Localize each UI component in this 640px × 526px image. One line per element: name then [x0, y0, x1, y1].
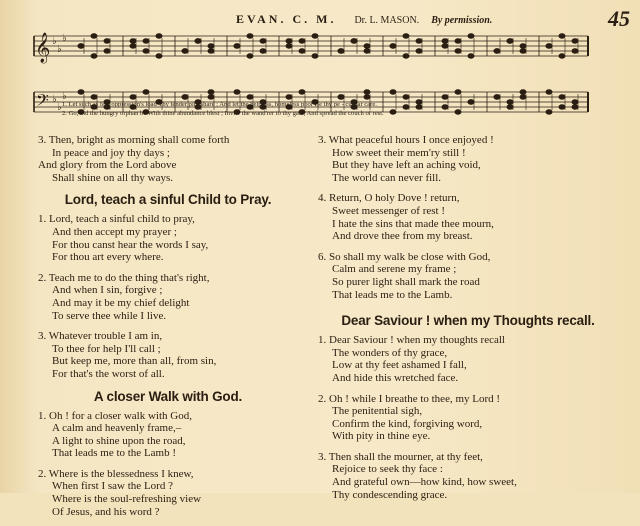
stanza: 3. Then, bright as morning shall come forth In peace and joy thy days ; And glory from the Lord above Shall shine on all thy ways.: [38, 134, 230, 184]
stanza: 1. Dear Saviour ! when my thoughts recall The wonders of thy grace, Low at thy feet ashamed I fall, And hide this wretched face.: [318, 334, 505, 384]
note-head: [130, 95, 136, 99]
note-head: [494, 95, 500, 99]
permission-note: By permission.: [431, 15, 493, 26]
note-head: [299, 39, 305, 43]
note-head: [559, 105, 565, 109]
note-head: [416, 49, 422, 53]
note-head: [338, 95, 344, 99]
note-head: [390, 110, 396, 114]
note-head: [208, 90, 214, 94]
note-head: [338, 49, 344, 53]
note-head: [559, 34, 565, 38]
note-head: [403, 54, 409, 58]
stanza: 2. Where is the blessedness I knew, When first I saw the Lord ? Where is the soul-refreshing view Of Jesus, and his word ?: [38, 467, 202, 518]
page-number: 45: [608, 6, 630, 31]
note-head: [247, 34, 253, 38]
note-head: [403, 34, 409, 38]
note-head: [520, 44, 526, 48]
note-head: [260, 49, 266, 53]
stanza: 3. Whatever trouble I am in, To thee for help I'll call ; But keep me, more than all, from sin, For that's the worst of all.: [38, 330, 217, 380]
note-head: [559, 95, 565, 99]
stanza: 2. Oh ! while I breathe to thee, my Lord ! The penitential sigh, Confirm the kind, forgiving word, With pity in thine eye.: [318, 392, 501, 443]
note-head: [455, 90, 461, 94]
note-head: [455, 110, 461, 114]
upper-staff: [34, 36, 588, 56]
note-head: [442, 95, 448, 99]
stanza: 4. Return, O holy Dove ! return, Sweet messenger of rest ! I hate the sins that made thee mourn, And drove thee from my breast.: [318, 192, 494, 243]
note-head: [91, 34, 97, 38]
note-head: [208, 49, 214, 53]
note-head: [559, 54, 565, 58]
note-head: [78, 90, 84, 94]
note-head: [494, 49, 500, 53]
note-head: [507, 105, 513, 109]
note-head: [78, 44, 84, 48]
note-head: [104, 39, 110, 43]
note-head: [507, 100, 513, 104]
note-head: [312, 54, 318, 58]
note-head: [468, 34, 474, 38]
note-head: [247, 95, 253, 99]
note-head: [91, 54, 97, 58]
note-head: [143, 49, 149, 53]
note-head: [247, 54, 253, 58]
right-column: [318, 134, 618, 509]
note-head: [442, 105, 448, 109]
note-head: [520, 49, 526, 53]
page-header: [236, 12, 492, 27]
hymn-title: Dear Saviour ! when my Thoughts recall.: [341, 313, 595, 329]
bass-clef-icon: 𝄢: [36, 92, 49, 114]
note-head: [546, 110, 552, 114]
left-column: [38, 134, 298, 526]
hymn-title: Lord, teach a sinful Child to Pray.: [64, 192, 272, 208]
note-head: [572, 105, 578, 109]
note-head: [260, 39, 266, 43]
note-head: [403, 95, 409, 99]
note-head: [520, 90, 526, 94]
note-head: [364, 44, 370, 48]
note-head: [299, 49, 305, 53]
stanza: 6. So shall my walk be close with God, Calm and serene my frame ; So purer light shall mark the road That leads me to the Lamb.: [318, 250, 491, 301]
note-head: [364, 49, 370, 53]
music-lyric-line-1: 1. Let such as feel oppression's load Thy tender pity share ; And let the helpless, homeless poor Be thy pe - cu-liar care.: [62, 101, 377, 108]
note-head: [286, 95, 292, 99]
composer-credit: Dr. L. MASON.: [354, 15, 420, 26]
note-head: [455, 39, 461, 43]
note-head: [416, 39, 422, 43]
note-head: [390, 90, 396, 94]
music-lyric-line-2: 2. Go, bid the hungry orphan be With thine abundance blest ; Invite the wand'rer to thy gate, And spread the couch of rest.: [62, 110, 384, 117]
note-head: [234, 44, 240, 48]
note-head: [195, 39, 201, 43]
note-head: [104, 49, 110, 53]
note-head: [91, 95, 97, 99]
stanza: 2. Teach me to do the thing that's right, And when I sin, forgive ; And may it be my chief delight To serve thee while I live.: [38, 271, 210, 322]
note-head: [455, 49, 461, 53]
stanza: 1. Lord, teach a sinful child to pray, And then accept my prayer ; For thou canst hear the words I say, For thou art every where.: [38, 213, 209, 264]
svg-text:♭: ♭: [62, 33, 67, 44]
note-head: [208, 95, 214, 99]
note-head: [572, 100, 578, 104]
note-head: [364, 90, 370, 94]
tune-title: EVAN. C. M.: [236, 12, 337, 26]
note-head: [572, 39, 578, 43]
note-head: [442, 39, 448, 43]
note-head: [182, 95, 188, 99]
note-head: [182, 49, 188, 53]
note-head: [286, 39, 292, 43]
note-head: [299, 90, 305, 94]
note-head: [286, 44, 292, 48]
note-head: [520, 95, 526, 99]
note-head: [416, 105, 422, 109]
note-head: [143, 90, 149, 94]
note-head: [442, 44, 448, 48]
svg-text:♭: ♭: [52, 94, 57, 105]
note-head: [546, 90, 552, 94]
note-head: [416, 100, 422, 104]
note-head: [130, 44, 136, 48]
note-head: [156, 34, 162, 38]
note-head: [468, 54, 474, 58]
note-head: [234, 90, 240, 94]
note-head: [130, 39, 136, 43]
note-head: [403, 105, 409, 109]
note-head: [364, 95, 370, 99]
note-head: [390, 44, 396, 48]
stanza: 3. Then shall the mourner, at thy feet, Rejoice to seek thy face : And grateful own—how kind, how sweet, Thy condescending grace.: [318, 450, 517, 501]
stanza: 1. Oh ! for a closer walk with God, A calm and heavenly frame,– A light to shine upon the road, That leads me to the Lamb !: [38, 409, 192, 460]
svg-text:♭: ♭: [57, 102, 62, 113]
svg-text:♭: ♭: [52, 36, 57, 47]
treble-clef-icon: 𝄞: [35, 33, 51, 62]
svg-text:♭: ♭: [57, 44, 62, 55]
note-head: [572, 49, 578, 53]
note-head: [507, 39, 513, 43]
note-head: [546, 44, 552, 48]
stanza: 3. What peaceful hours I once enjoyed ! How sweet their mem'ry still ! But they have left an aching void, The world can never fill.: [318, 134, 494, 184]
note-head: [156, 54, 162, 58]
note-head: [312, 34, 318, 38]
note-head: [208, 44, 214, 48]
svg-text:♭: ♭: [62, 91, 67, 102]
hymn-title: A closer Walk with God.: [93, 388, 243, 404]
note-head: [351, 39, 357, 43]
note-head: [143, 39, 149, 43]
note-head: [468, 100, 474, 104]
